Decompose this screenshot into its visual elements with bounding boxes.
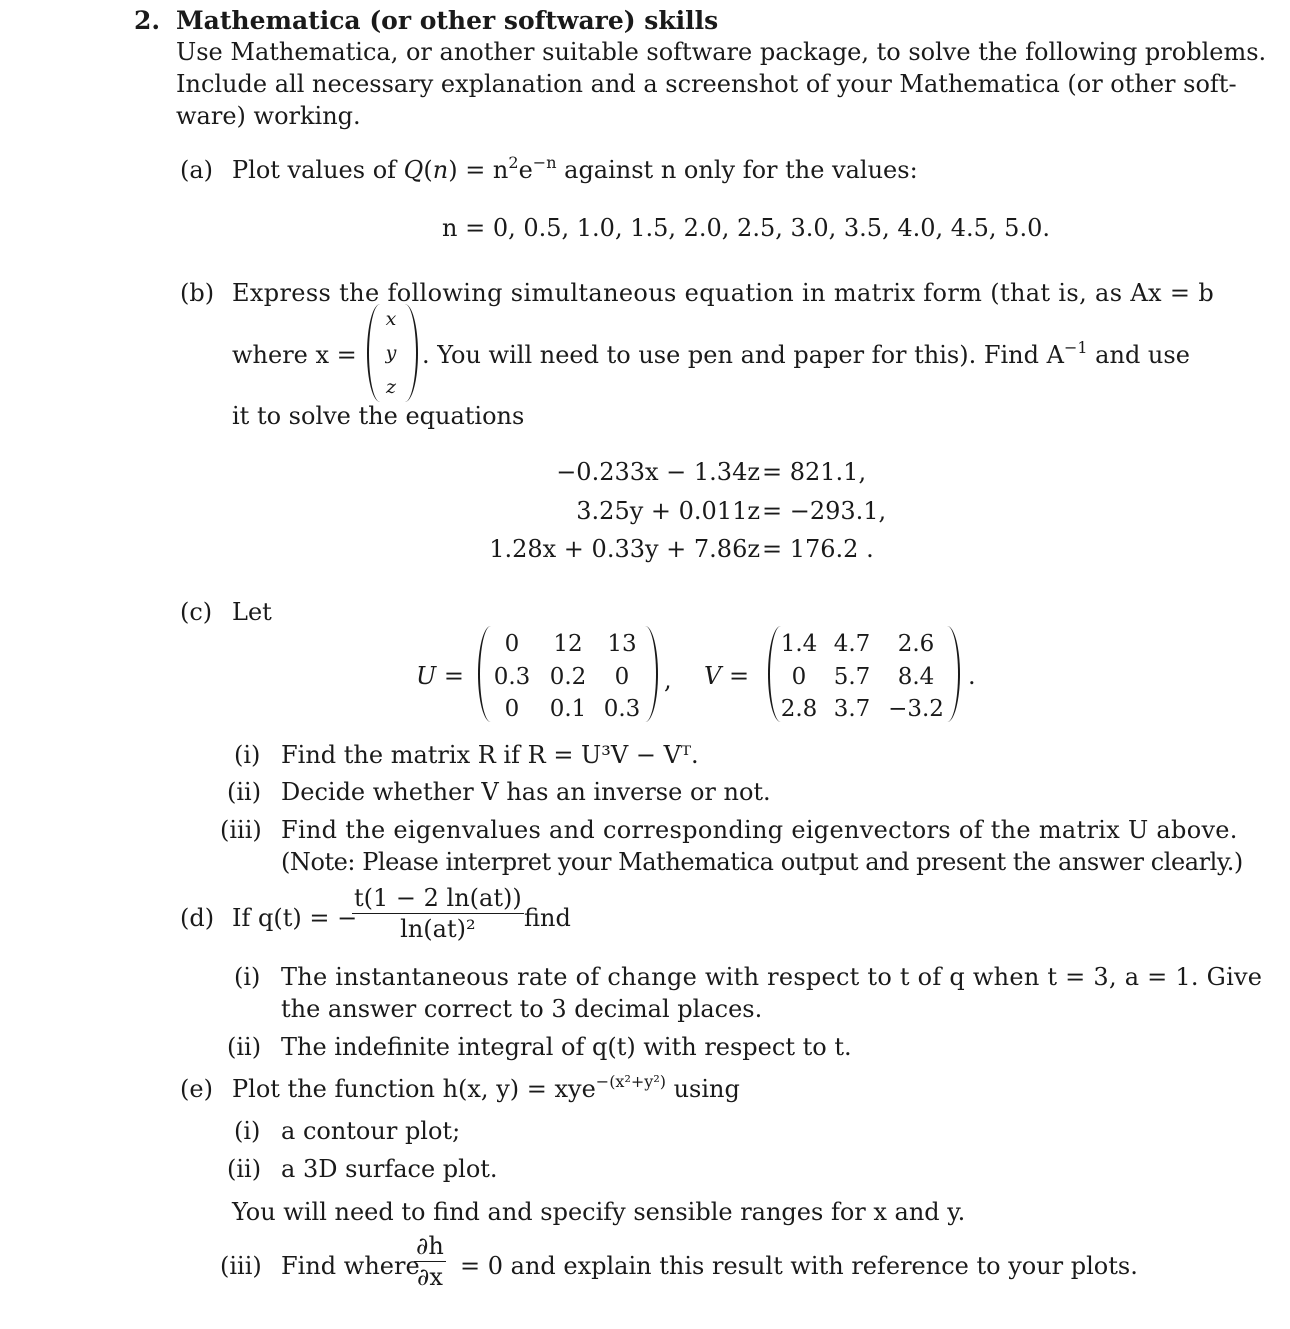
matrix-cell: 5.7 (833, 664, 871, 690)
q-fraction-numerator: t(1 − 2 ln(at)) (354, 884, 522, 912)
part-e-iii-find: Find where (281, 1252, 420, 1280)
n-symbol: n (432, 156, 449, 184)
part-a-text-after: against n only for the values: (556, 156, 918, 184)
intro-line-1: Use Mathematica, or another suitable software package, to solve the following problems. (176, 38, 1267, 66)
matrix-cell: 0 (614, 664, 630, 690)
intro-line-3: ware) working. (176, 102, 361, 130)
part-e-iii-label: (iii) (220, 1252, 262, 1280)
part-d-i-label: (i) (234, 963, 261, 991)
partial-derivative (414, 1234, 446, 1289)
equation-3-lhs: 1.28x + 0.33y + 7.86z (489, 535, 760, 563)
matrix-cell: 0.2 (549, 664, 587, 690)
matrix-end-period: . (968, 662, 976, 690)
q-fraction-denominator: ln(at)² (400, 915, 476, 943)
matrix-cell: 1.4 (780, 631, 818, 657)
part-d-label: (d) (180, 904, 215, 932)
part-b-where: where x = (232, 341, 357, 369)
part-b-line-1: Express the following simultaneous equation in matrix form (that is, as Ax = b (232, 279, 1215, 307)
equation-1-rhs: = 821.1, (762, 458, 867, 486)
matrix-u-name: U = (416, 662, 464, 690)
part-c-ii-label: (ii) (227, 778, 262, 806)
part-d-if: If q(t) = − (232, 904, 358, 932)
exponent: −n (532, 153, 557, 172)
vector-x: x (385, 308, 397, 330)
part-e-i-text: a contour plot; (281, 1117, 461, 1145)
part-a-text-before: Plot values of (232, 156, 404, 184)
q-fraction (352, 886, 524, 941)
part-e-ii-label: (ii) (227, 1155, 262, 1183)
equation-2-lhs: 3.25y + 0.011z (576, 497, 760, 525)
part-d-i-text: The instantaneous rate of change with respect to t of q when t = 3, a = 1. Give (281, 963, 1263, 991)
part-c-i-text: Find the matrix R if R = U³V − Vᵀ. (281, 741, 699, 769)
part-c-label: (c) (180, 598, 213, 626)
equation-2-rhs: = −293.1, (762, 497, 887, 525)
part-d-ii-text: The indefinite integral of q(t) with respect to t. (281, 1033, 852, 1061)
part-d-find: find (524, 904, 571, 932)
part-d-ii-label: (ii) (227, 1033, 262, 1061)
part-c-iii-label: (iii) (220, 816, 262, 844)
part-c-ii-text: Decide whether V has an inverse or not. (281, 778, 771, 806)
matrix-cell: 2.6 (897, 631, 935, 657)
matrix-v-name: V = (704, 662, 750, 690)
part-e-i-label: (i) (234, 1117, 261, 1145)
vector-right-paren (404, 304, 418, 402)
matrix-cell: 0 (504, 696, 520, 722)
part-e-ranges: You will need to find and specify sensible ranges for x and y. (232, 1198, 966, 1226)
part-c-let: Let (232, 598, 272, 626)
partial-denominator: ∂x (416, 1263, 443, 1291)
part-c-i-label: (i) (234, 741, 261, 769)
partial-numerator: ∂h (416, 1232, 444, 1260)
vector-left-paren (367, 304, 381, 402)
h-exponent: −(x²+y²) (595, 1072, 666, 1091)
matrix-cell: 0.1 (549, 696, 587, 722)
part-b-line-3: it to solve the equations (232, 402, 525, 430)
matrix-cell: 13 (607, 631, 637, 657)
matrix-cell: −3.2 (888, 696, 944, 722)
part-b-line-2-end: and use (1087, 341, 1190, 369)
part-d-i-text-2: the answer correct to 3 decimal places. (281, 995, 763, 1023)
matrix-cell: 2.8 (780, 696, 818, 722)
part-e-iii-text: = 0 and explain this result with reference to your plots. (460, 1252, 1138, 1280)
matrix-v-right-paren (944, 626, 960, 722)
vector-y: y (385, 342, 397, 364)
part-e-text (232, 1072, 740, 1103)
part-c-iii-note: (Note: Please interpret your Mathematica output and present the answer clearly.) (281, 848, 1243, 876)
part-b-label: (b) (180, 279, 215, 307)
matrix-cell: 4.7 (833, 631, 871, 657)
h-function: Plot the function h(x, y) = xye (232, 1075, 596, 1103)
matrix-cell: 0 (504, 631, 520, 657)
matrix-cell: 3.7 (833, 696, 871, 722)
part-a-label: (a) (180, 156, 214, 184)
vector-z: z (385, 376, 396, 398)
question-number: 2. (134, 6, 161, 35)
part-a-statement: Plot values of $Q(n) = n^2e^{-n}$ against n only for the values: (232, 153, 918, 184)
q-symbol: Q (403, 156, 424, 184)
intro-line-2: Include all necessary explanation and a screenshot of your Mathematica (or other soft- (176, 70, 1237, 98)
part-b-line-2-text: . You will need to use pen and paper for this). Find A (422, 341, 1064, 369)
matrix-u-right-paren (642, 626, 658, 722)
question-title: Mathematica (or other software) skills (176, 6, 719, 35)
part-b-line-2 (422, 338, 1190, 369)
part-c-iii-text: Find the eigenvalues and corresponding eigenvectors of the matrix U above. (281, 816, 1238, 844)
q-definition: = n (457, 156, 509, 184)
matrix-cell: 8.4 (897, 664, 935, 690)
matrix-separator-comma: , (664, 666, 672, 694)
matrix-cell: 0 (791, 664, 807, 690)
inverse-sup: −1 (1063, 338, 1088, 357)
equation-3-rhs: = 176.2 . (762, 535, 874, 563)
part-e-using: using (665, 1075, 740, 1103)
matrix-cell: 12 (553, 631, 583, 657)
matrix-cell: 0.3 (493, 664, 531, 690)
matrix-cell: 0.3 (603, 696, 641, 722)
equation-1-lhs: −0.233x − 1.34z (556, 458, 760, 486)
part-e-ii-text: a 3D surface plot. (281, 1155, 498, 1183)
part-e-label: (e) (180, 1075, 213, 1103)
part-a-values: n = 0, 0.5, 1.0, 1.5, 2.0, 2.5, 3.0, 3.5, 4.0, 4.5, 5.0. (442, 214, 1050, 242)
